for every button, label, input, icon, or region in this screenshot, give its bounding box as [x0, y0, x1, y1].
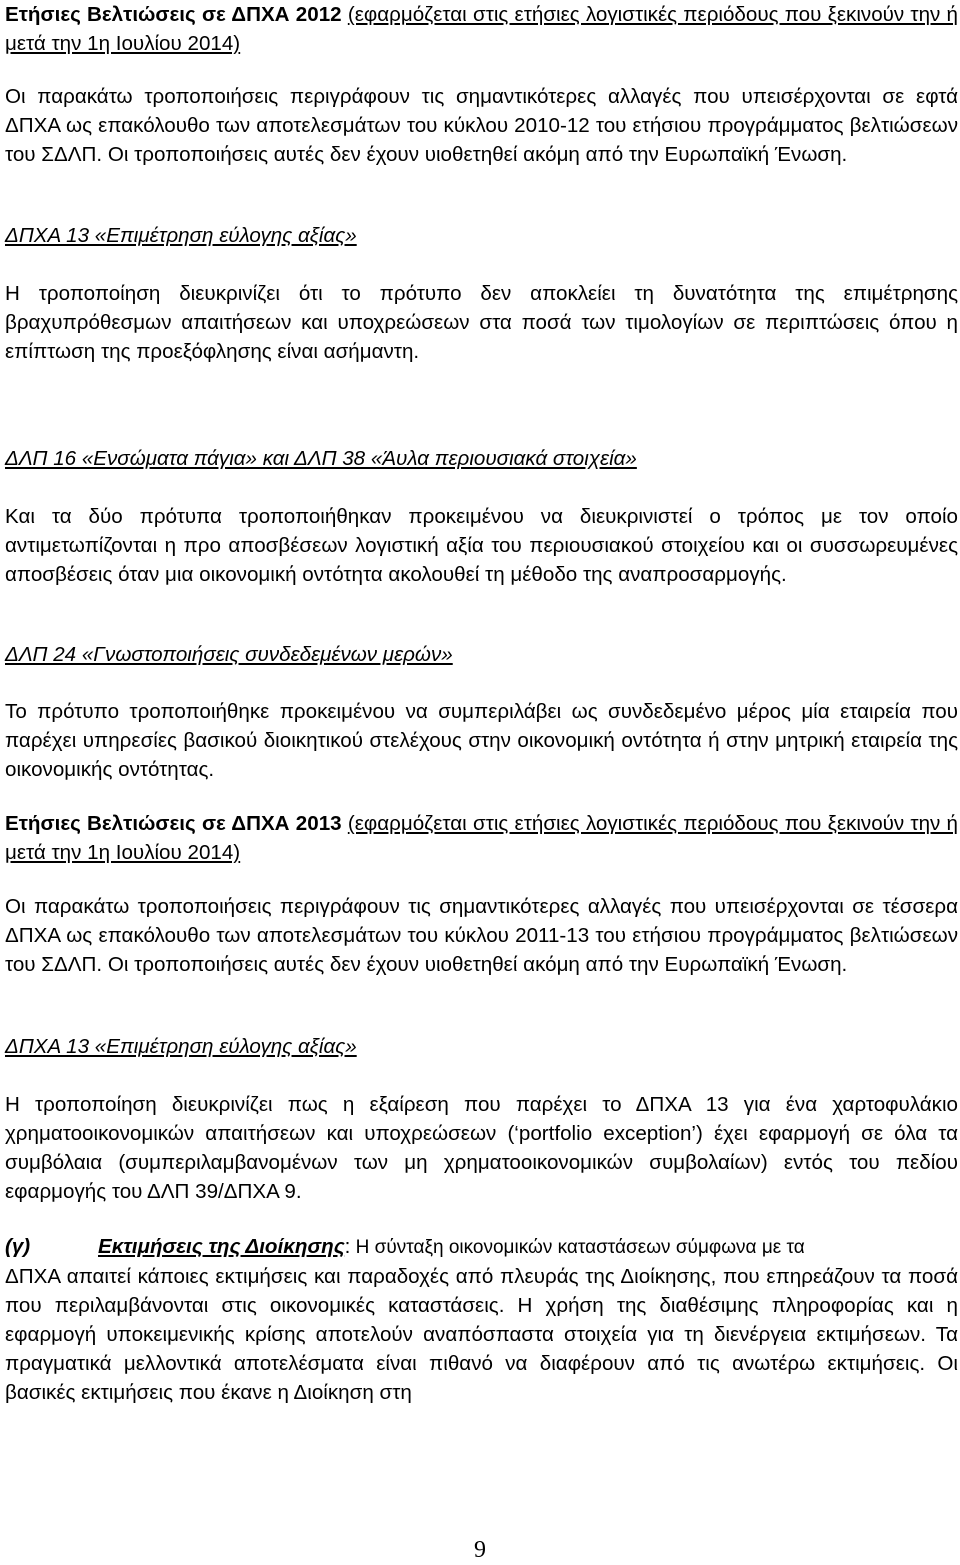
section-1-item-2-heading: ΔΛΠ 16 «Ενσώματα πάγια» και ΔΛΠ 38 «Άυλα περιουσιακά στοιχεία»: [5, 447, 637, 470]
section-1-title-bold: Ετήσιες Βελτιώσεις σε ΔΠΧΑ 2012: [5, 3, 342, 26]
section-c-label: (γ): [5, 1235, 31, 1258]
section-1-item-2-text: Και τα δύο πρότυπα τροποποιήθηκαν προκειμένου να διευκρινιστεί ο τρόπος με τον οποίο αντιμετωπίζονται η προ αποσβέσεων λογιστική αξία του περιουσιακού στοιχείου και οι συσσωρευμένες αποσβέσεις όταν μια οικονομική οντότητα ακολουθεί τη μέθοδο της αναπροσαρμογής.: [5, 505, 958, 586]
section-c-heading: Εκτιμήσεις της Διοίκησης: [98, 1235, 345, 1258]
section-1-item-3-heading: ΔΛΠ 24 «Γνωστοποιήσεις συνδεδεμένων μερών»: [5, 643, 453, 666]
section-c-colon: :: [344, 1235, 351, 1258]
section-1-item-1-heading: ΔΠΧΑ 13 «Επιμέτρηση εύλογης αξίας»: [5, 224, 357, 247]
page-number: 9: [474, 1537, 486, 1563]
section-2-item-1-text: Η τροποποίηση διευκρινίζει πως η εξαίρεση που παρέχει το ΔΠΧΑ 13 για ένα χαρτοφυλάκιο χρηματοοικονομικών απαιτήσεων και υποχρεώσεων (‘portfolio exception’) έχει εφαρμογή σε όλα τα συμβόλαια (συμπεριλαμβανομένων των μη χρηματοοικονομικών συμβολαίων) εντός του πεδίου εφαρμογής του ΔΛΠ 39/ΔΠΧΑ 9.: [5, 1093, 958, 1203]
section-1-intro: Οι παρακάτω τροποποιήσεις περιγράφουν τις σημαντικότερες αλλαγές που υπεισέρχονται σε εφτά ΔΠΧΑ ως επακόλουθο των αποτελεσμάτων του κύκλου 2010-12 του ετήσιου προγράμματος βελτιώσεων του ΣΔΛΠ. Οι τροποποιήσεις αυτές δεν έχουν υιοθετηθεί ακόμη από την Ευρωπαϊκή Ένωση.: [5, 85, 958, 166]
section-1-item-1-text: Η τροποποίηση διευκρινίζει ότι το πρότυπο δεν αποκλείει τη δυνατότητα της επιμέτρησης βραχυπρόθεσμων απαιτήσεων και υποχρεώσεων στα ποσά των τιμολογίων σε περιπτώσεις όπου η επίπτωση της προεξόφλησης είναι ασήμαντη.: [5, 282, 958, 363]
section-c-first-line: Η σύνταξη οικονομικών καταστάσεων σύμφωνα με τα: [350, 1237, 805, 1258]
section-2-item-1-heading: ΔΠΧΑ 13 «Επιμέτρηση εύλογης αξίας»: [5, 1035, 357, 1058]
section-1-item-3-text: Το πρότυπο τροποποιήθηκε προκειμένου να συμπεριλάβει ως συνδεδεμένο μέρος μία εταιρεία που παρέχει υπηρεσίες βασικού διοικητικού στελέχους στην οικονομική οντότητα ή στην μητρική εταιρεία της οικονομικής οντότητας.: [5, 700, 958, 781]
section-c-text: ΔΠΧΑ απαιτεί κάποιες εκτιμήσεις και παραδοχές από πλευράς της Διοίκησης, που επηρεάζουν τα ποσά που περιλαμβάνονται στις οικονομικές καταστάσεις. Η χρήση της διαθέσιμης πληροφορίας και η εφαρμογή υποκειμενικής κρίσης αποτελούν αναπόσπαστα στοιχεία για τη διενέργεια εκτιμήσεων. Τα πραγματικά μελλοντικά αποτελέσματα είναι πιθανό να διαφέρουν από τις ανωτέρω εκτιμήσεις. Οι βασικές εκτιμήσεις που έκανε η Διοίκηση στη: [5, 1265, 958, 1404]
section-1-title-note: (εφαρμόζεται στις ετήσιες λογιστικές περιόδους που ξεκινούν την ή μετά την 1η Ιουλίου 2014): [5, 3, 958, 55]
section-2-title-note: (εφαρμόζεται στις ετήσιες λογιστικές περιόδους που ξεκινούν την ή μετά την 1η Ιουλίου 2014): [5, 812, 958, 864]
section-1-title: [5, 0, 958, 58]
section-2-title: [5, 809, 958, 867]
section-2-intro: Οι παρακάτω τροποποιήσεις περιγράφουν τις σημαντικότερες αλλαγές που υπεισέρχονται σε τέσσερα ΔΠΧΑ ως επακόλουθο των αποτελεσμάτων του κύκλου 2011-13 του ετήσιου προγράμματος βελτιώσεων του ΣΔΛΠ. Οι τροποποιήσεις αυτές δεν έχουν υιοθετηθεί ακόμη από την Ευρωπαϊκή Ένωση.: [5, 895, 958, 976]
section-2-title-bold: Ετήσιες Βελτιώσεις σε ΔΠΧΑ 2013: [5, 812, 342, 835]
section-c-paragraph: [5, 1232, 958, 1407]
